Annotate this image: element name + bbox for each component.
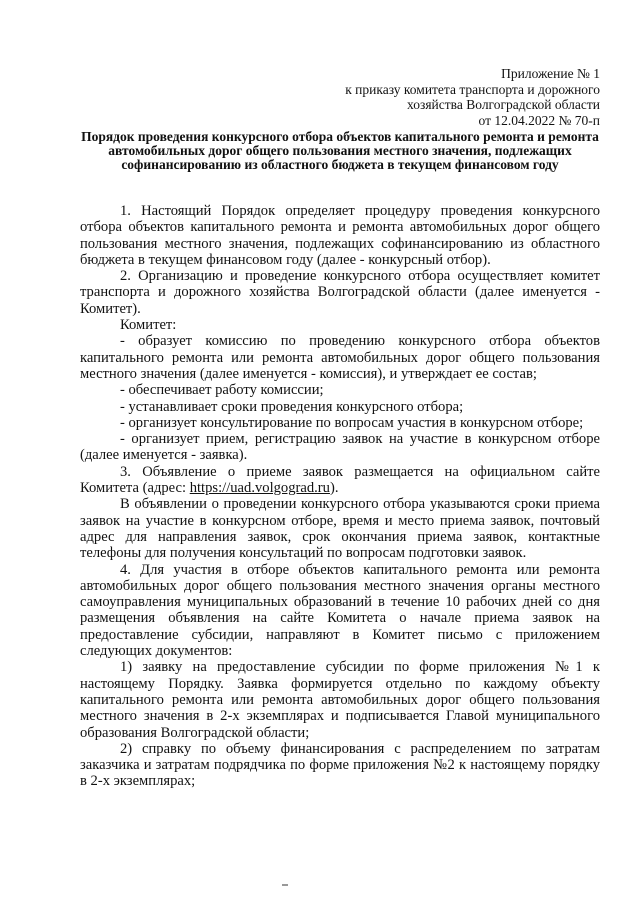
paragraph-3-end: ). bbox=[329, 480, 339, 497]
list-item-commission: - образует комиссию по проведению конкурсного отбора объектов капитального ремонта или ремонта автомобильных дорог общего пользования местного значения (далее именуется - комиссия), и утверждает ее состав; bbox=[80, 333, 600, 382]
list-item-deadlines: - устанавливает сроки проведения конкурсного отбора; bbox=[120, 398, 464, 415]
document-body bbox=[80, 203, 600, 790]
paragraph-2: 2. Организацию и проведение конкурсного отбора осуществляет комитет транспорта и дорожного хозяйства Волгоградской области (далее именуется - Комитет). bbox=[80, 268, 600, 317]
document-title: Порядок проведения конкурсного отбора объектов капитального ремонта и ремонта автомобильных дорог общего пользования местного значения, подлежащих софинансированию из областного бюджета в текущем финансовом году bbox=[81, 129, 599, 172]
list-item-consulting: - организует консультирование по вопросам участия в конкурсном отборе; bbox=[120, 414, 584, 431]
paragraph-4-item-1: 1) заявку на предоставление субсидии по форме приложения №1 к настоящему Порядку. Заявка формируется отдельно по каждому объекту капитального ремонта или ремонта автомобильных дорог общего пользования местного значения в 2-х экземплярах и подписывается Главой муниципального образования Волгоградской области; bbox=[80, 659, 600, 741]
paragraph-committee: Комитет: bbox=[120, 317, 177, 334]
scan-mark bbox=[282, 884, 288, 886]
paragraph-announcement: В объявлении о проведении конкурсного отбора указываются сроки приема заявок на участие в конкурсном отборе, время и место приема заявок, почтовый адрес для направления заявок, срок окончания приема заявок, контактные телефоны для получения консультаций по вопросам подготовки заявок. bbox=[80, 496, 600, 562]
appendix-header bbox=[345, 66, 600, 128]
appendix-number: Приложение № 1 bbox=[501, 66, 600, 81]
paragraph-4-item-2: 2) справку по объему финансирования с распределением по затратам заказчика и затратам подрядчика по форме приложения №2 к настоящему порядку в 2-х экземплярах; bbox=[80, 740, 600, 790]
paragraph-4: 4. Для участия в отборе объектов капитального ремонта или ремонта автомобильных дорог общего пользования местного значения органы местного самоуправления муниципальных образований в течение 10 рабочих дней со дня размещения объявления на сайте Комитета о начале приема заявок на предоставление субсидии, направляют в Комитет письмо с приложением следующих документов: bbox=[80, 561, 600, 660]
paragraph-1: 1. Настоящий Порядок определяет процедуру проведения конкурсного отбора объектов капитального ремонта и ремонта автомобильных дорог общего пользования местного значения, подлежащих софинансированию из областного бюджета в текущем финансовом году (далее - конкурсный отбор). bbox=[80, 203, 600, 268]
appendix-org: хозяйства Волгоградской области bbox=[407, 97, 600, 112]
appendix-date: от 12.04.2022 № 70-п bbox=[478, 112, 600, 128]
paragraph-3 bbox=[80, 464, 600, 497]
appendix-order-ref: к приказу комитета транспорта и дорожного bbox=[345, 81, 600, 97]
paragraph-3-text: 3. Объявление о приеме заявок размещается на официальном сайте Комитета (адрес: bbox=[80, 463, 600, 497]
list-item-registration: - организует прием, регистрацию заявок на участие в конкурсном отборе (далее именуется - заявка). bbox=[80, 431, 600, 464]
list-item-work: - обеспечивает работу комиссии; bbox=[120, 382, 324, 399]
website-link[interactable]: https://uad.volgograd.ru bbox=[189, 480, 330, 497]
